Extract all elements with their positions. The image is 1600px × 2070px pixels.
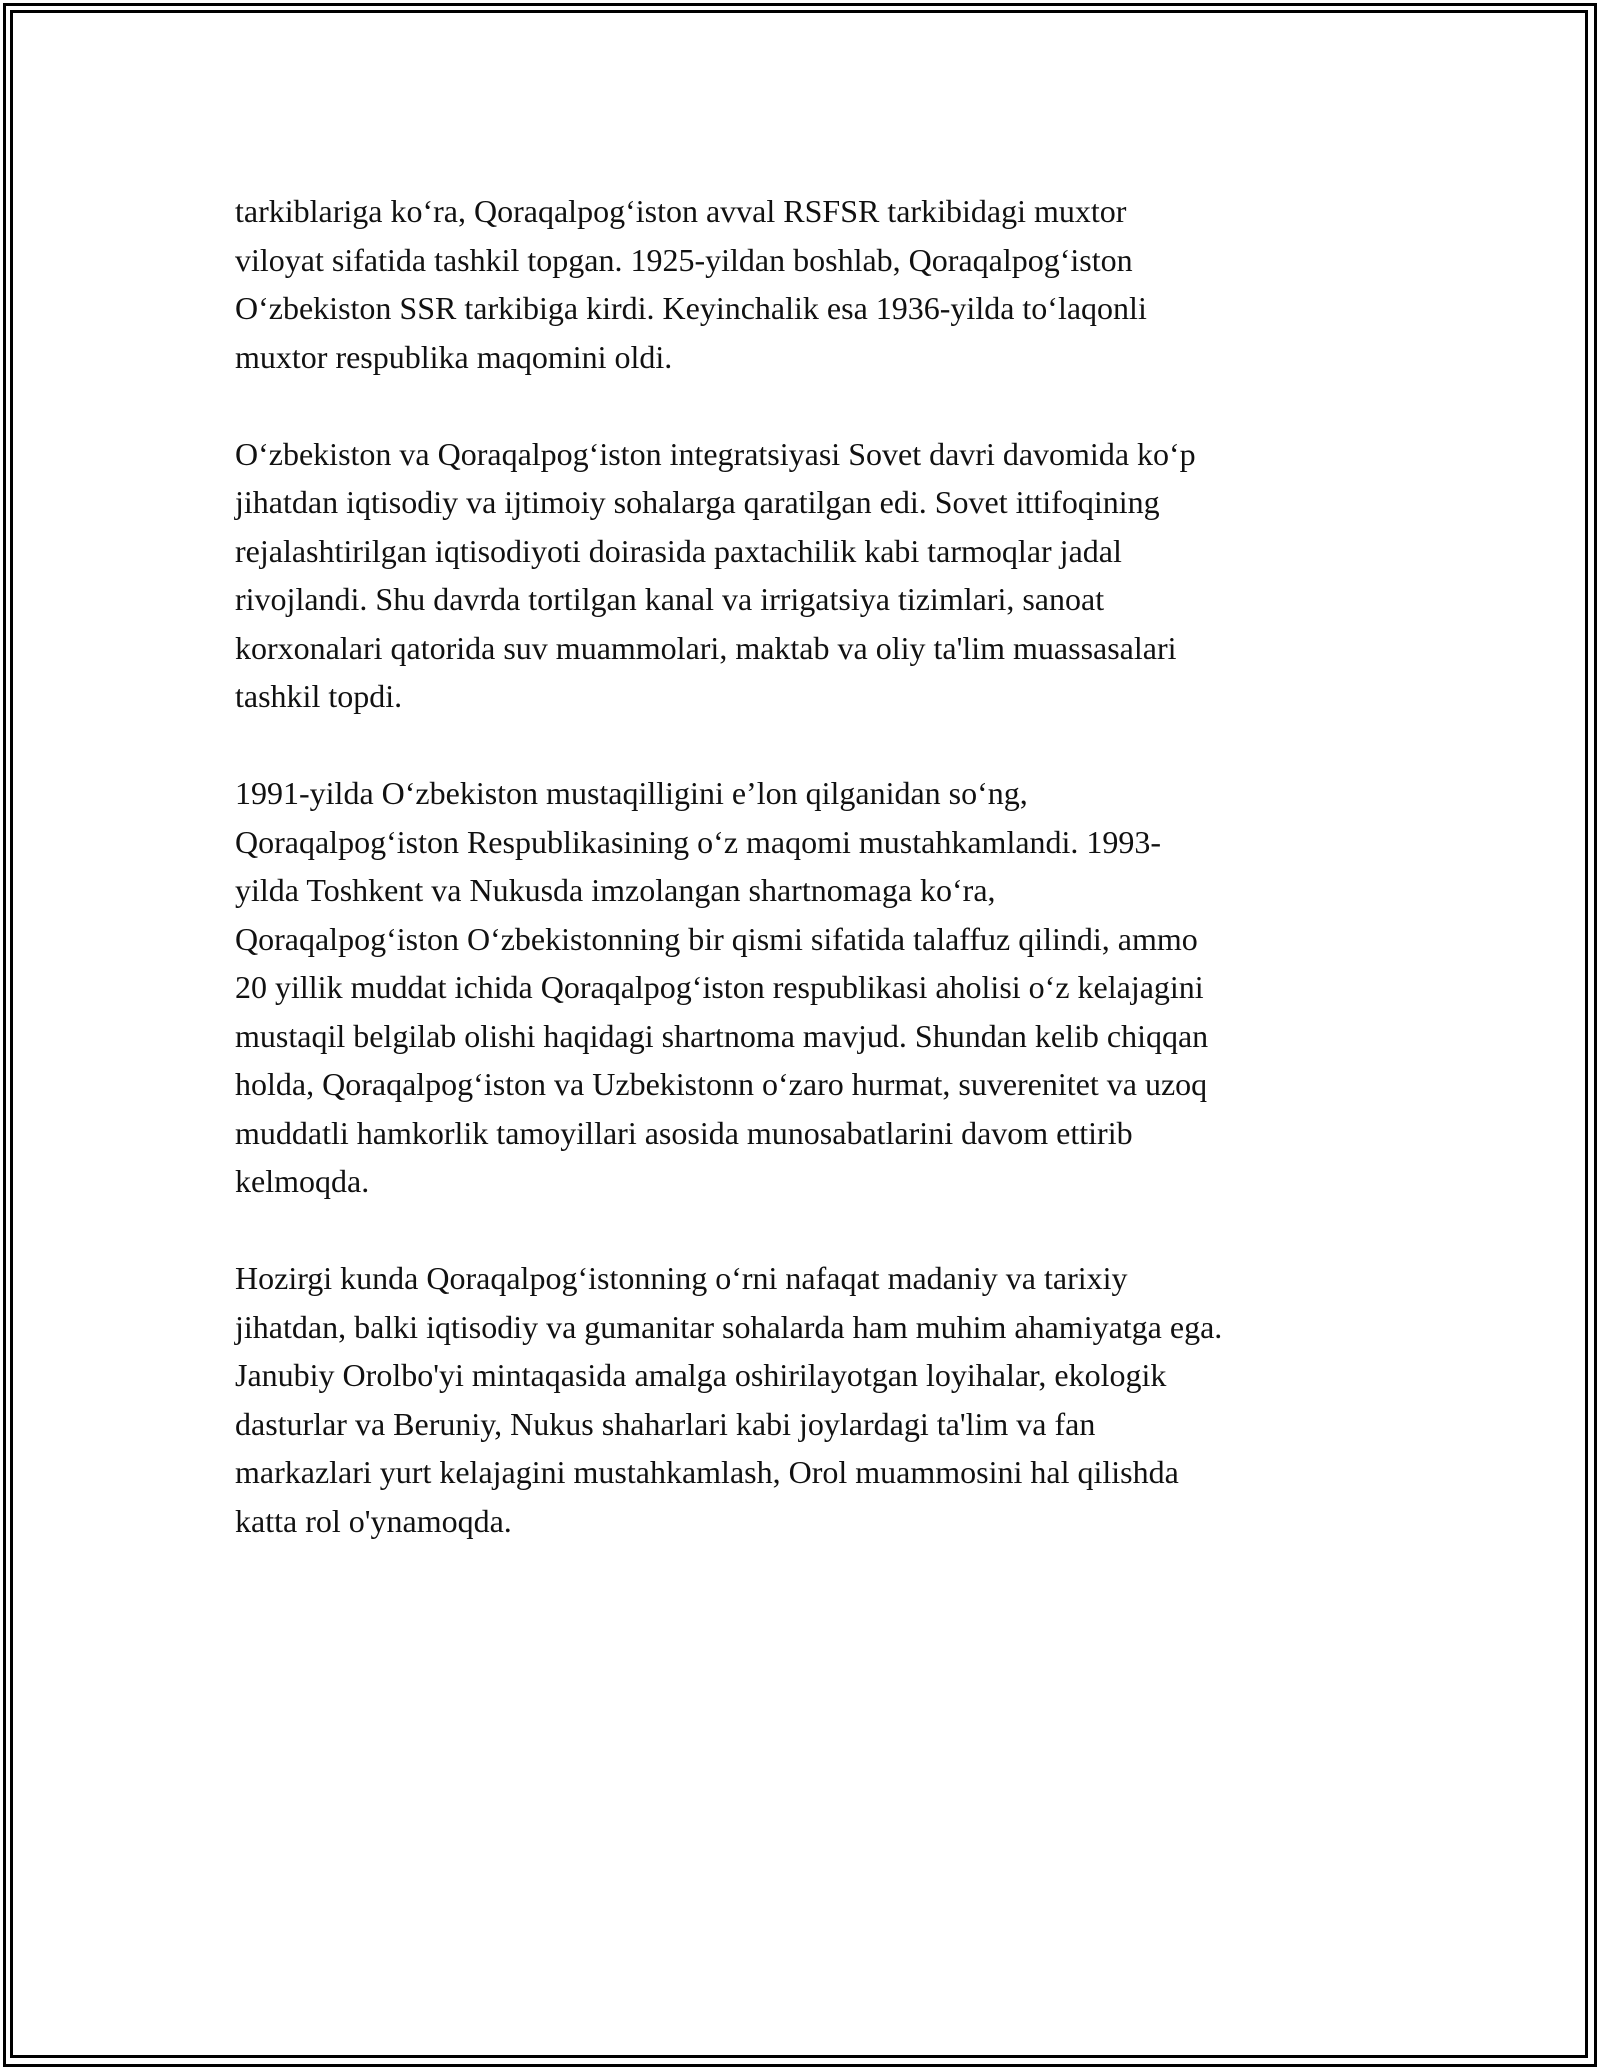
paragraph-3: 1991-yilda O‘zbekiston mustaqilligini e’lon qilganidan so‘ng, Qoraqalpog‘iston Respublikasining o‘z maqomi mustahkamlandi. 1993- yilda Toshkent va Nukusda imzolangan shartnomaga ko‘ra, Qoraqalpog‘iston O‘zbekistonning bir qismi sifatida talaffuz qilindi, ammo 20 yillik muddat ichida Qoraqalpog‘iston respublikasi aholisi o‘z kelajagini mustaqil belgilab olishi haqidagi shartnoma mavjud. Shundan kelib chiqqan holda, Qoraqalpog‘iston va Uzbekistonn o‘zaro hurmat, suverenitet va uzoq muddatli hamkorlik tamoyillari asosida munosabatlarini davom ettirib kelmoqda.	[235, 775, 1209, 1199]
paragraph-4: Hozirgi kunda Qoraqalpog‘istonning o‘rni nafaqat madaniy va tarixiy jihatdan, balki iqtisodiy va gumanitar sohalarda ham muhim ahamiyatga ega. Janubiy Orolbo'yi mintaqasida amalga oshirilayotgan loyihalar, ekologik dasturlar va Beruniy, Nukus shaharlari kabi joylardagi ta'lim va fan markazlari yurt kelajagini mustahkamlash, Orol muammosini hal qilishda katta rol o'ynamoqda.	[235, 1260, 1223, 1539]
document-body	[235, 187, 1375, 1545]
paragraph-2: O‘zbekiston va Qoraqalpog‘iston integratsiyasi Sovet davri davomida ko‘p jihatdan iqtisodiy va ijtimoiy sohalarga qaratilgan edi. Sovet ittifoqining rejalashtirilgan iqtisodiyoti doirasida paxtachilik kabi tarmoqlar jadal rivojlandi. Shu davrda tortilgan kanal va irrigatsiya tizimlari, sanoat korxonalari qatorida suv muammolari, maktab va oliy ta'lim muassasalari tashkil topdi.	[235, 435, 1196, 714]
paragraph-1: tarkiblariga ko‘ra, Qoraqalpog‘iston avval RSFSR tarkibidagi muxtor viloyat sifatida tashkil topgan. 1925-yildan boshlab, Qoraqalpog‘iston O‘zbekiston SSR tarkibiga kirdi. Keyinchalik esa 1936-yilda to‘laqonli muxtor respublika maqomini oldi.	[235, 193, 1147, 375]
